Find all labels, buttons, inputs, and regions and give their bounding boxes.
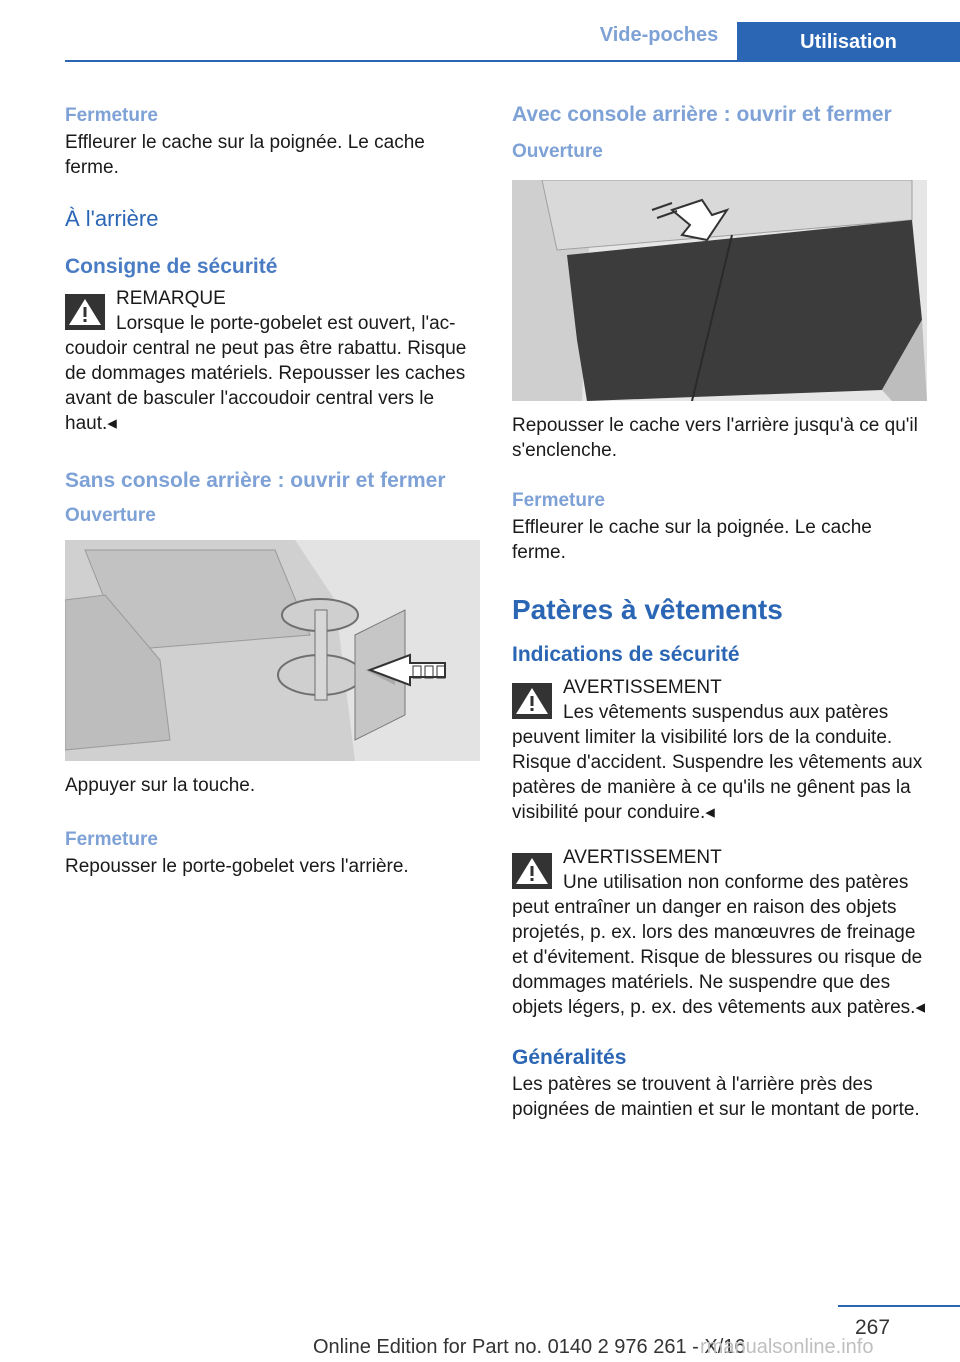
- warning-label: REMARQUE: [116, 288, 226, 309]
- ouverture-heading-right: Ouverture: [512, 141, 603, 162]
- fermeture2-text: Repousser le porte-gobelet vers l'arrière.: [65, 856, 409, 877]
- edition-note: Online Edition for Part no. 0140 2 976 261 - X/16: [313, 1336, 746, 1358]
- warning-text: Les vêtements suspendus aux patères peuvent limiter la visibilité lors de la conduite. Risque d'accident. Suspendre les vêtements aux patères de manière à ce qu'ils ne gênent pas la visibilité pour conduire.◂: [512, 702, 923, 823]
- fermeture-text: Effleurer le cache sur la poignée. Le cache ferme.: [65, 132, 425, 178]
- ouverture-heading: Ouverture: [65, 505, 156, 526]
- warning-avertissement-1: [512, 675, 927, 825]
- warning-remarque: [65, 286, 480, 436]
- warning-triangle-icon: [65, 294, 105, 330]
- indications-heading: Indications de sécurité: [512, 643, 740, 666]
- avec-console-heading: Avec console arrière : ouvrir et fermer: [512, 103, 892, 126]
- pateres-heading: Patères à vêtements: [512, 594, 783, 625]
- figure-caption-right: Repousser le cache vers l'arrière jusqu'à ce qu'il s'enclenche.: [512, 415, 918, 461]
- warning-avertissement-2: [512, 845, 927, 1020]
- fermeture-heading: Fermeture: [65, 105, 158, 126]
- header-rule: [65, 60, 960, 62]
- left-column: [65, 100, 480, 879]
- figure-caption-left: Appuyer sur la touche.: [65, 775, 256, 796]
- page-header: [0, 0, 960, 62]
- fermeture-text-right: Effleurer le cache sur la poignée. Le cache ferme.: [512, 517, 872, 563]
- generalites-text: Les patères se trouvent à l'arrière près des poignées de maintien et sur le montant de porte.: [512, 1074, 920, 1120]
- fermeture-heading-right: Fermeture: [512, 490, 605, 511]
- warning-triangle-icon: [512, 683, 552, 719]
- cupholder-figure: [65, 540, 480, 761]
- page-number: 267: [855, 1316, 891, 1339]
- watermark: rmanualsonline.info: [700, 1336, 874, 1358]
- header-section-tab[interactable]: Vide-poches: [599, 24, 719, 46]
- warning-text: Une utilisation non conforme des patères peut entraîner un danger en raison des objets projetés, p. ex. lors des manœuvres de freinage et d'évitement. Risque de blessures ou risque de dommages matériels. Ne suspendre que des objets légers, p. ex. des vêtements aux patères.◂: [512, 872, 925, 1018]
- header-chapter-tab[interactable]: Utilisation: [737, 22, 960, 62]
- warning-triangle-icon: [512, 853, 552, 889]
- generalites-heading: Généralités: [512, 1046, 627, 1069]
- console-figure: [512, 180, 927, 401]
- footer-rule: [838, 1305, 960, 1307]
- warning-text: Lorsque le porte-gobelet est ouvert, l'accoudoir central ne peut pas être rabattu. Risque de dommages matériels. Repousser les caches avant de basculer l'accoudoir central vers le haut.◂: [65, 313, 467, 434]
- arriere-heading: À l'arrière: [65, 206, 159, 231]
- warning-label: AVERTISSEMENT: [563, 847, 722, 868]
- consigne-heading: Consigne de sécurité: [65, 255, 278, 278]
- fermeture2-heading: Fermeture: [65, 829, 158, 850]
- sans-console-heading: Sans console arrière : ouvrir et fermer: [65, 469, 446, 492]
- warning-label: AVERTISSEMENT: [563, 677, 722, 698]
- right-column: [512, 100, 927, 1122]
